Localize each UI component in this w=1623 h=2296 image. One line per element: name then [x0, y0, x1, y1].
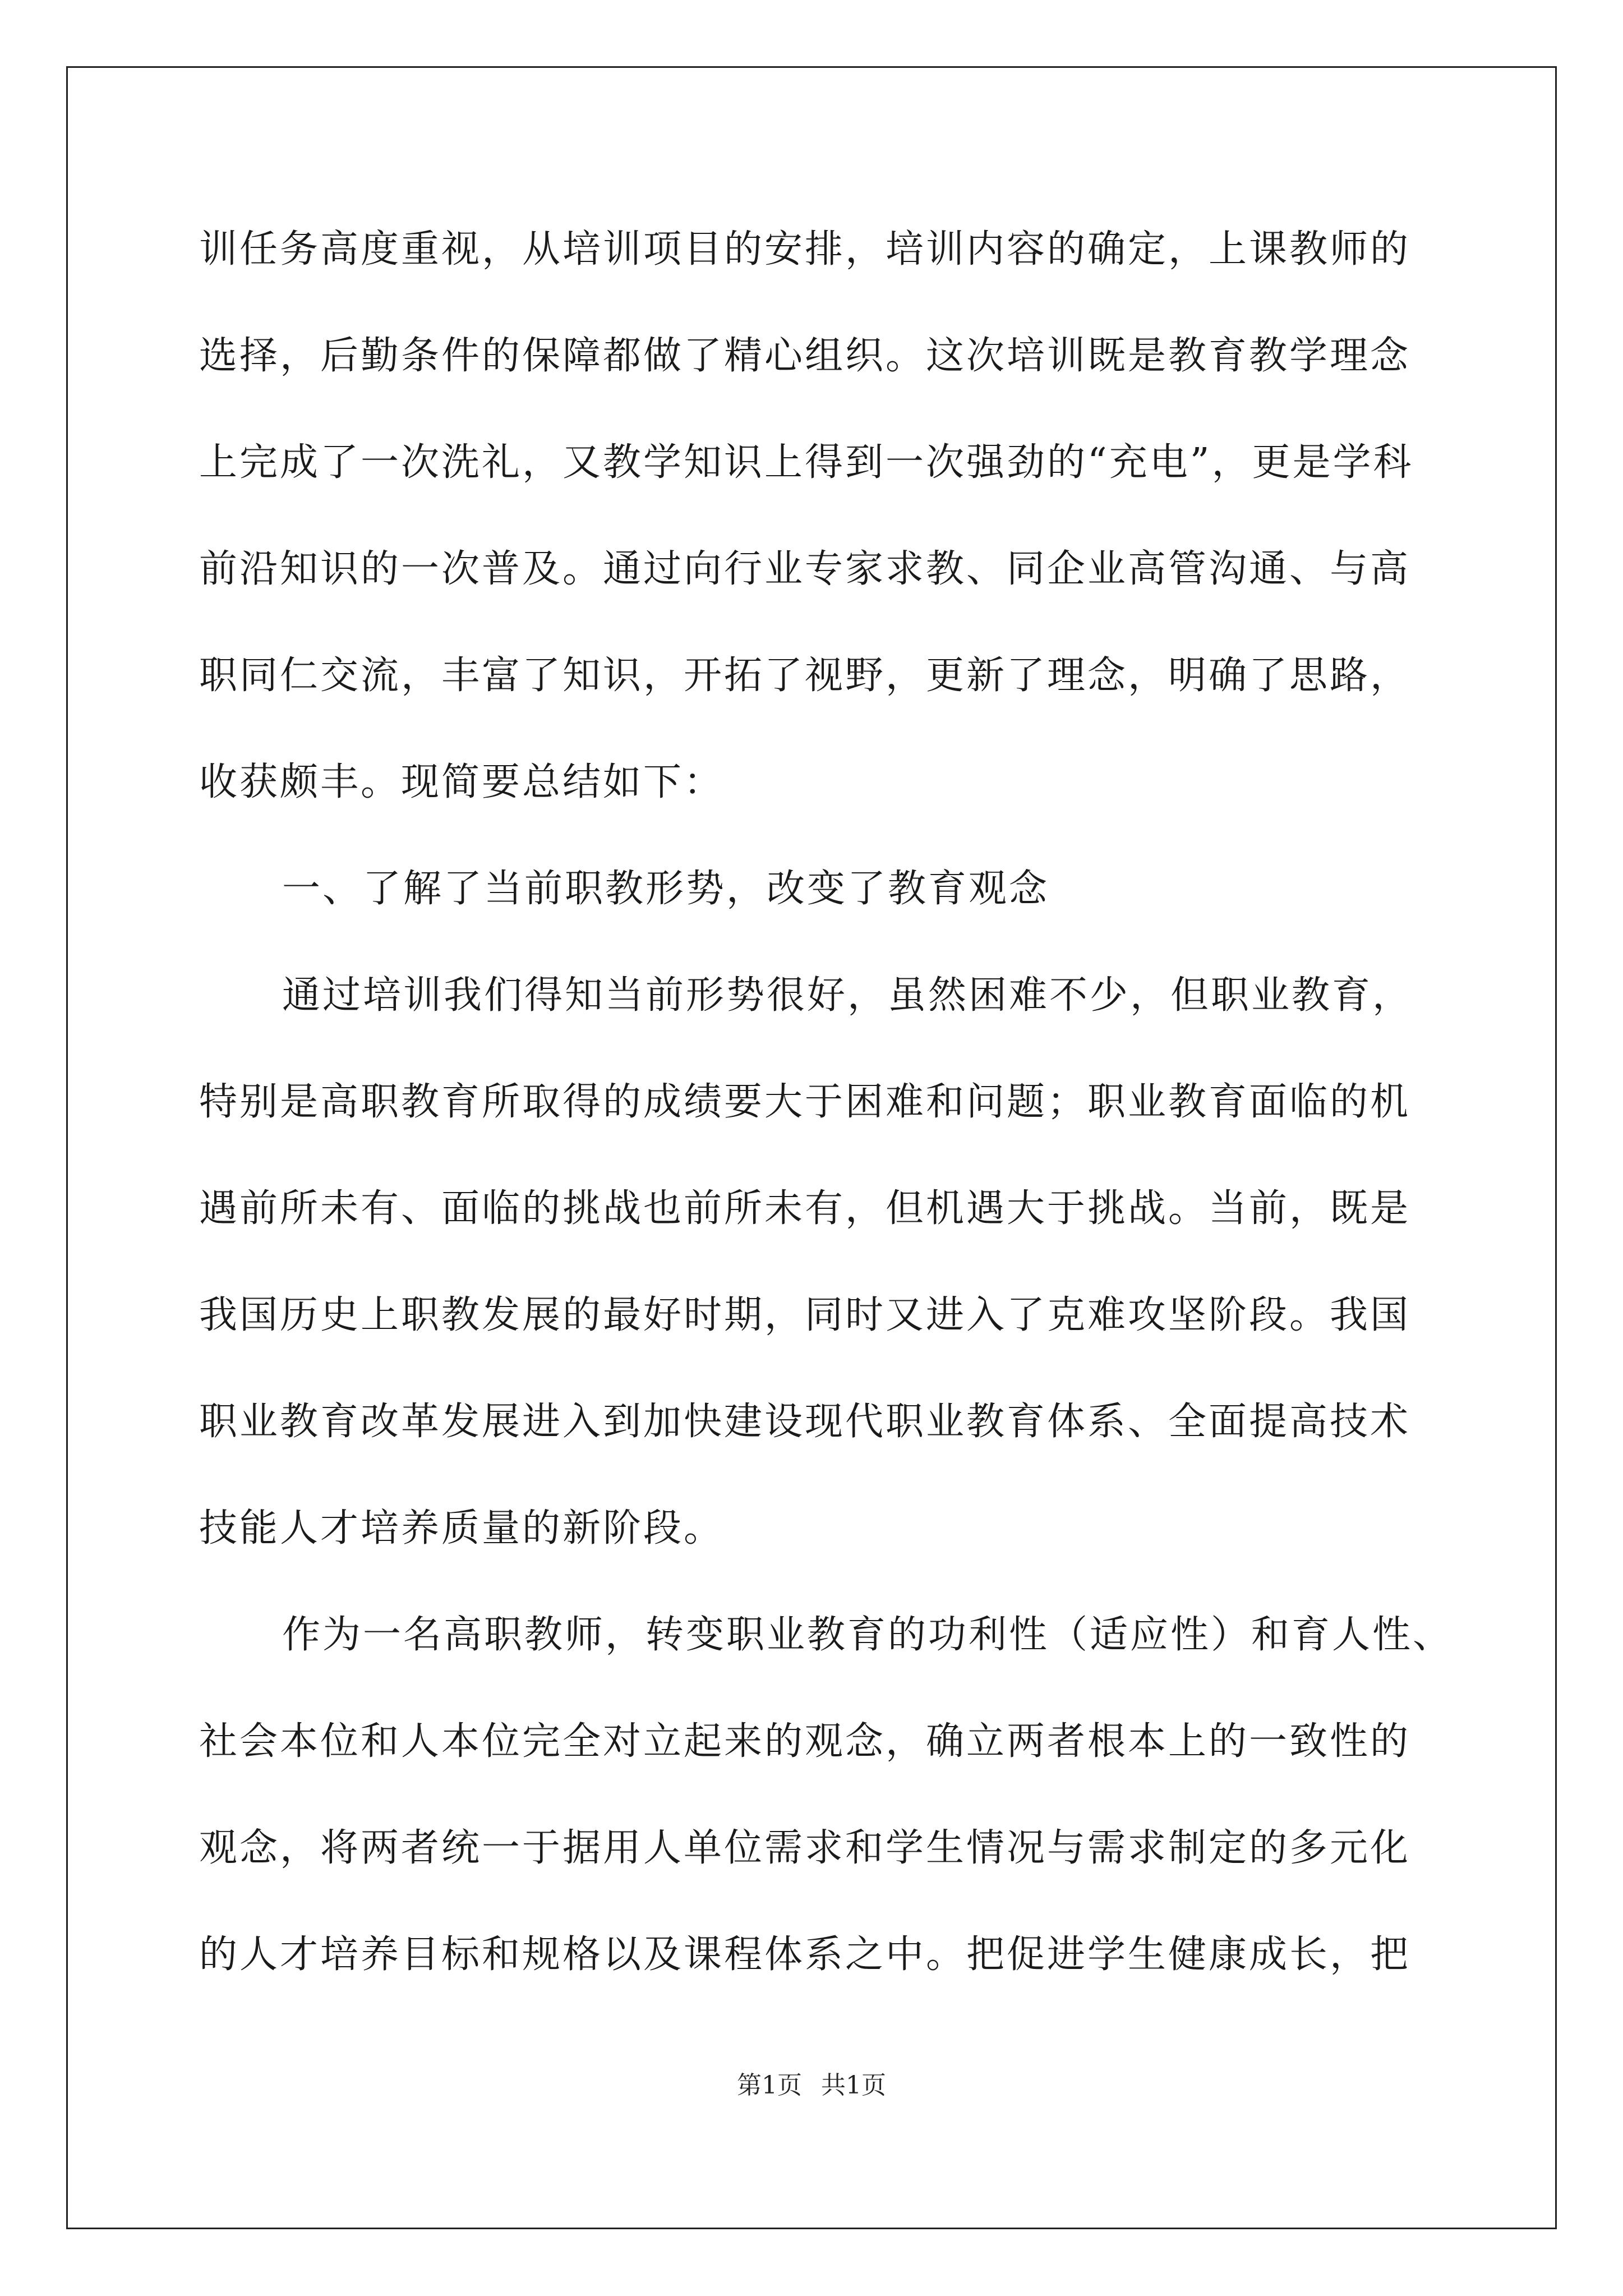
text-line: 训任务高度重视，从培训项目的安排，培训内容的确定，上课教师的 — [199, 227, 1411, 272]
text-line: 选择，后勤条件的保障都做了精心组织。这次培训既是教育教学理念 — [199, 334, 1411, 378]
text-line: 上完成了一次洗礼，又教学知识上得到一次强劲的“充电”，更是学科 — [199, 440, 1414, 485]
text-line: 通过培训我们得知当前形势很好，虽然困难不少，但职业教育， — [282, 973, 1413, 1018]
text-line: 观念，将两者统一于据用人单位需求和学生情况与需求制定的多元化 — [199, 1826, 1411, 1870]
text-line: 的人才培养目标和规格以及课程体系之中。把促进学生健康成长，把 — [199, 1932, 1411, 1977]
document-body — [199, 213, 1454, 2025]
text-line: 收获颇丰。现简要总结如下： — [199, 760, 725, 804]
text-line: 前沿知识的一次普及。通过向行业专家求教、同企业高管沟通、与高 — [199, 547, 1411, 591]
page-number: 第1页 — [737, 2071, 802, 2100]
text-line: 技能人才培养质量的新阶段。 — [199, 1506, 725, 1550]
text-line: 特别是高职教育所取得的成绩要大于困难和问题；职业教育面临的机 — [199, 1080, 1411, 1124]
page-footer — [0, 2069, 1623, 2102]
text-line: 社会本位和人本位完全对立起来的观念，确立两者根本上的一致性的 — [199, 1719, 1411, 1764]
text-line: 职同仁交流，丰富了知识，开拓了视野，更新了理念，明确了思路， — [199, 654, 1411, 698]
total-pages: 共1页 — [821, 2071, 886, 2100]
text-line: 职业教育改革发展进入到加快建设现代职业教育体系、全面提高技术 — [199, 1400, 1411, 1444]
text-line: 遇前所未有、面临的挑战也前所未有，但机遇大于挑战。当前，既是 — [199, 1186, 1411, 1231]
text-line: 作为一名高职教师，转变职业教育的功利性（适应性）和育人性、 — [282, 1613, 1454, 1657]
section-heading: 一、了解了当前职教形势，改变了教育观念 — [282, 867, 1050, 911]
text-line: 我国历史上职教发展的最好时期，同时又进入了克难攻坚阶段。我国 — [199, 1293, 1411, 1337]
